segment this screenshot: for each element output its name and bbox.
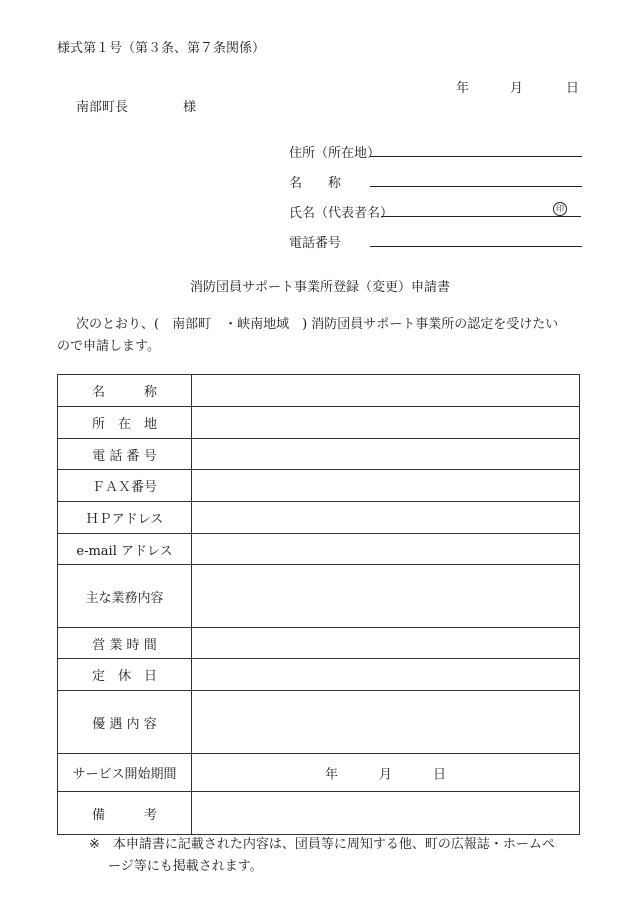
date-year-label: 年 [456, 81, 470, 96]
form-number: 様式第１号（第３条、第７条関係） [57, 41, 266, 56]
table-row [58, 565, 580, 628]
row-label-name: 名 称 [58, 375, 192, 407]
service-day-label: 日 [433, 767, 447, 782]
representative-label: 氏名（代表者名） [289, 206, 394, 221]
row-label-hours: 営 業 時 間 [58, 628, 192, 659]
address-label: 住所（所在地） [289, 146, 381, 161]
table-row [58, 407, 580, 439]
table-row [58, 754, 580, 792]
intro-line-1: 次のとおり、( 南部町 ・峡南地域 ) 消防団員サポート事業所の認定を受けたい [76, 317, 559, 332]
table-row [58, 659, 580, 691]
name-label: 名 称 [289, 176, 342, 191]
table-row [58, 470, 580, 502]
name-value-cell[interactable] [192, 375, 580, 407]
note [89, 834, 579, 878]
phone-label: 電話番号 [289, 236, 342, 251]
table-row [58, 628, 580, 659]
service-month-label: 月 [379, 767, 393, 782]
hours-value-cell[interactable] [192, 628, 580, 659]
date-day-label: 日 [566, 81, 580, 96]
seal-icon: 印 [553, 202, 567, 216]
email-value-cell[interactable] [192, 534, 580, 565]
address-value-cell[interactable] [192, 407, 580, 439]
row-label-holiday: 定 休 日 [58, 659, 192, 691]
row-label-hp: ＨＰアドレス [58, 502, 192, 534]
note-mark: ※ [89, 837, 100, 852]
table-row [58, 534, 580, 565]
address-field[interactable] [370, 156, 582, 157]
row-label-business: 主な業務内容 [58, 565, 192, 628]
holiday-value-cell[interactable] [192, 659, 580, 691]
representative-field[interactable] [381, 216, 581, 217]
application-table [57, 374, 580, 835]
row-label-email: e-mail アドレス [58, 534, 192, 565]
business-value-cell[interactable] [192, 565, 580, 628]
phone-field[interactable] [370, 246, 582, 247]
document-title: 消防団員サポート事業所登録（変更）申請書 [190, 280, 451, 295]
note-line-2: ージ等にも掲載されます。 [108, 859, 263, 874]
phone-value-cell[interactable] [192, 439, 580, 470]
remarks-value-cell[interactable] [192, 792, 580, 835]
table-row [58, 375, 580, 407]
addressee-name: 南部町長 [76, 100, 129, 115]
service-start-value-cell[interactable] [192, 754, 580, 792]
row-label-fax: ＦＡＸ番号 [58, 470, 192, 502]
intro-paragraph [57, 314, 582, 358]
name-field[interactable] [370, 186, 582, 187]
fax-value-cell[interactable] [192, 470, 580, 502]
table-row [58, 691, 580, 754]
benefits-value-cell[interactable] [192, 691, 580, 754]
hp-value-cell[interactable] [192, 502, 580, 534]
date-month-label: 月 [510, 81, 524, 96]
intro-line-2: ので申請します。 [57, 339, 160, 354]
row-label-remarks: 備 考 [58, 792, 192, 835]
row-label-service-start: サービス開始期間 [58, 754, 192, 792]
table-row [58, 439, 580, 470]
table-row [58, 792, 580, 835]
addressee-honorific: 様 [183, 100, 197, 115]
table-row [58, 502, 580, 534]
service-year-label: 年 [325, 767, 339, 782]
row-label-address: 所 在 地 [58, 407, 192, 439]
row-label-benefits: 優 遇 内 容 [58, 691, 192, 754]
note-line-1: 本申請書に記載された内容は、団員等に周知する他、町の広報誌・ホームペ [112, 837, 555, 852]
row-label-phone: 電 話 番 号 [58, 439, 192, 470]
